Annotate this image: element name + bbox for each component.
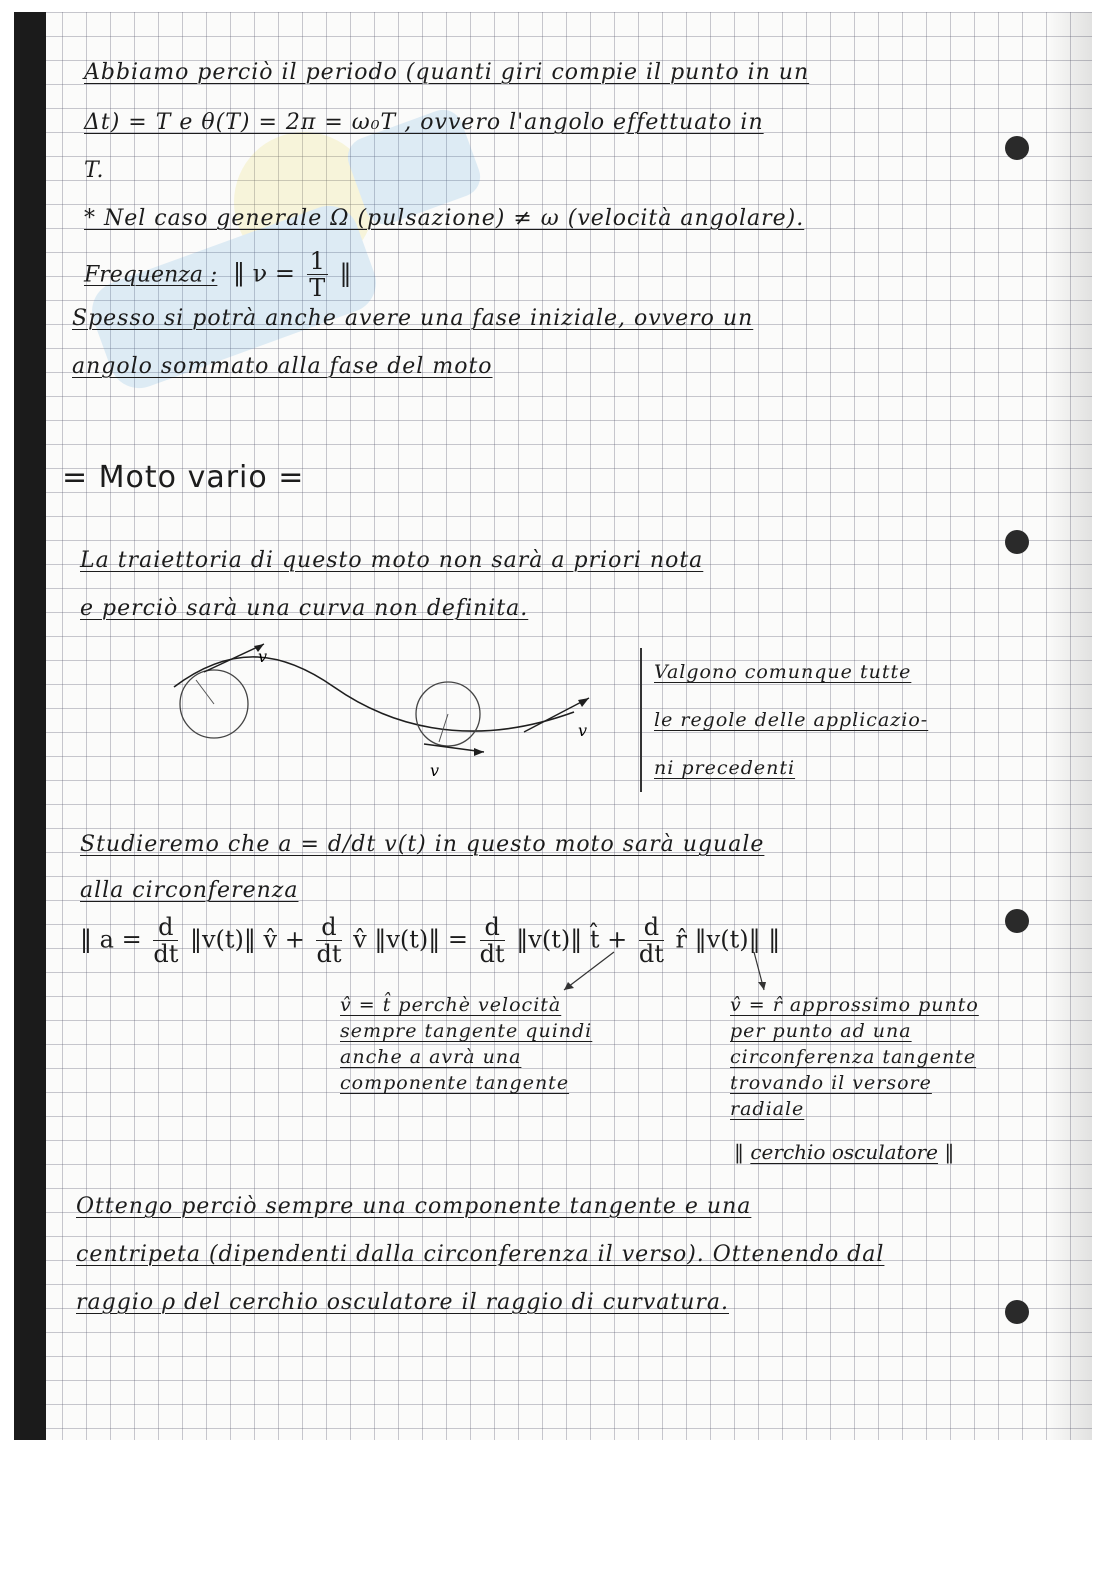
text-line: alla circonferenza [80, 878, 299, 903]
text-line: Ottengo perciò sempre una componente tangente e una [76, 1194, 752, 1219]
text-line: centripeta (dipendenti dalla circonferenza il verso). Ottenendo dal [76, 1242, 885, 1267]
punch-hole [1005, 136, 1029, 160]
text-line: radiale [730, 1098, 805, 1120]
derivative: $\frac{d}{dt}$ [479, 913, 505, 969]
punch-hole [1005, 909, 1029, 933]
text-line: anche a avrà una [340, 1046, 522, 1068]
text-line: Δt) = T e θ(T) = 2π = ω₀T , ovvero l'angolo effettuato in [84, 110, 764, 135]
derivative: $\frac{d}{dt}$ [316, 913, 342, 969]
text-line: le regole delle applicazio- [654, 709, 929, 731]
text-line: La traiettoria di questo moto non sarà a priori nota [80, 548, 704, 573]
derivative: $\frac{d}{dt}$ [638, 913, 664, 969]
formula-lhs: a = [99, 925, 142, 954]
formula-term: ‖v(t)‖ t̂ + [516, 925, 628, 954]
formula-term: r̂ ‖v(t)‖ [675, 925, 761, 954]
text-line: circonferenza tangente [730, 1046, 977, 1068]
trajectory-figure [164, 632, 604, 792]
side-note [640, 648, 928, 792]
fraction-numerator: 1 [307, 248, 328, 275]
text-line: componente tangente [340, 1072, 570, 1094]
annotation-tangent [340, 992, 592, 1096]
text-line: v̂ = r̂ approssimo punto [730, 994, 979, 1016]
frequency-label: Frequenza : [84, 262, 218, 288]
fraction-denominator: T [309, 274, 326, 303]
section-heading: = Moto vario = [62, 460, 305, 495]
text-line: e perciò sarà una curva non definita. [80, 596, 529, 621]
trajectory-curve [174, 657, 574, 731]
spiral-binding [14, 12, 46, 1440]
text-line: Spesso si potrà anche avere una fase iniziale, ovvero un [72, 306, 754, 331]
page-edge-shadow [1046, 12, 1092, 1440]
formula-term: v̂ ‖v(t)‖ = [353, 925, 468, 954]
text-line: Valgono comunque tutte [654, 661, 912, 683]
text-line: v̂ = t̂ perchè velocità [340, 994, 562, 1016]
velocity-label-3: v [578, 721, 588, 740]
formula-term: ‖v(t)‖ v̂ + [189, 925, 305, 954]
text-line: raggio ρ del cerchio osculatore il raggio di curvatura. [76, 1290, 729, 1315]
punch-hole [1005, 530, 1029, 554]
text-line: T. [84, 158, 105, 183]
text-line: angolo sommato alla fase del moto [72, 354, 493, 379]
text-line: trovando il versore [730, 1072, 932, 1094]
text-line: Abbiamo perciò il periodo (quanti giri compie il punto in un [84, 60, 810, 85]
fraction [307, 248, 328, 302]
text-line: ni precedenti [654, 757, 796, 779]
frequency-formula: Frequenza : ‖ ν = $\frac{1}{T}$ ‖ [84, 247, 352, 303]
text-line: per punto ad una [730, 1020, 912, 1042]
text-line: Studieremo che a = d/dt v(t) in questo moto sarà uguale [80, 832, 765, 857]
text-line: sempre tangente quindi [340, 1020, 593, 1042]
annotation-radial [730, 992, 979, 1122]
frequency-symbol: ν = [252, 259, 295, 288]
derivative: $\frac{d}{dt}$ [153, 913, 179, 969]
acceleration-formula: ‖ a = $\frac{d}{dt}$ ‖v(t)‖ v̂ + $\frac{d}{dt}$ v̂ ‖v(t)‖ = $\frac{d}{dt}$ ‖v(t)‖ t̂ + $\frac{d}{dt}$ r̂ ‖v(t)‖ ‖ [80, 913, 781, 969]
velocity-arrow-1 [204, 644, 264, 672]
punch-hole [1005, 1300, 1029, 1324]
velocity-label-1: v [258, 647, 268, 666]
notebook-page [14, 12, 1092, 1440]
note-line: * Nel caso generale Ω (pulsazione) ≠ ω (velocità angolare). [84, 206, 805, 231]
velocity-label-2: v [430, 761, 440, 780]
osculating-circle-label: ‖ cerchio osculatore ‖ [734, 1140, 955, 1164]
